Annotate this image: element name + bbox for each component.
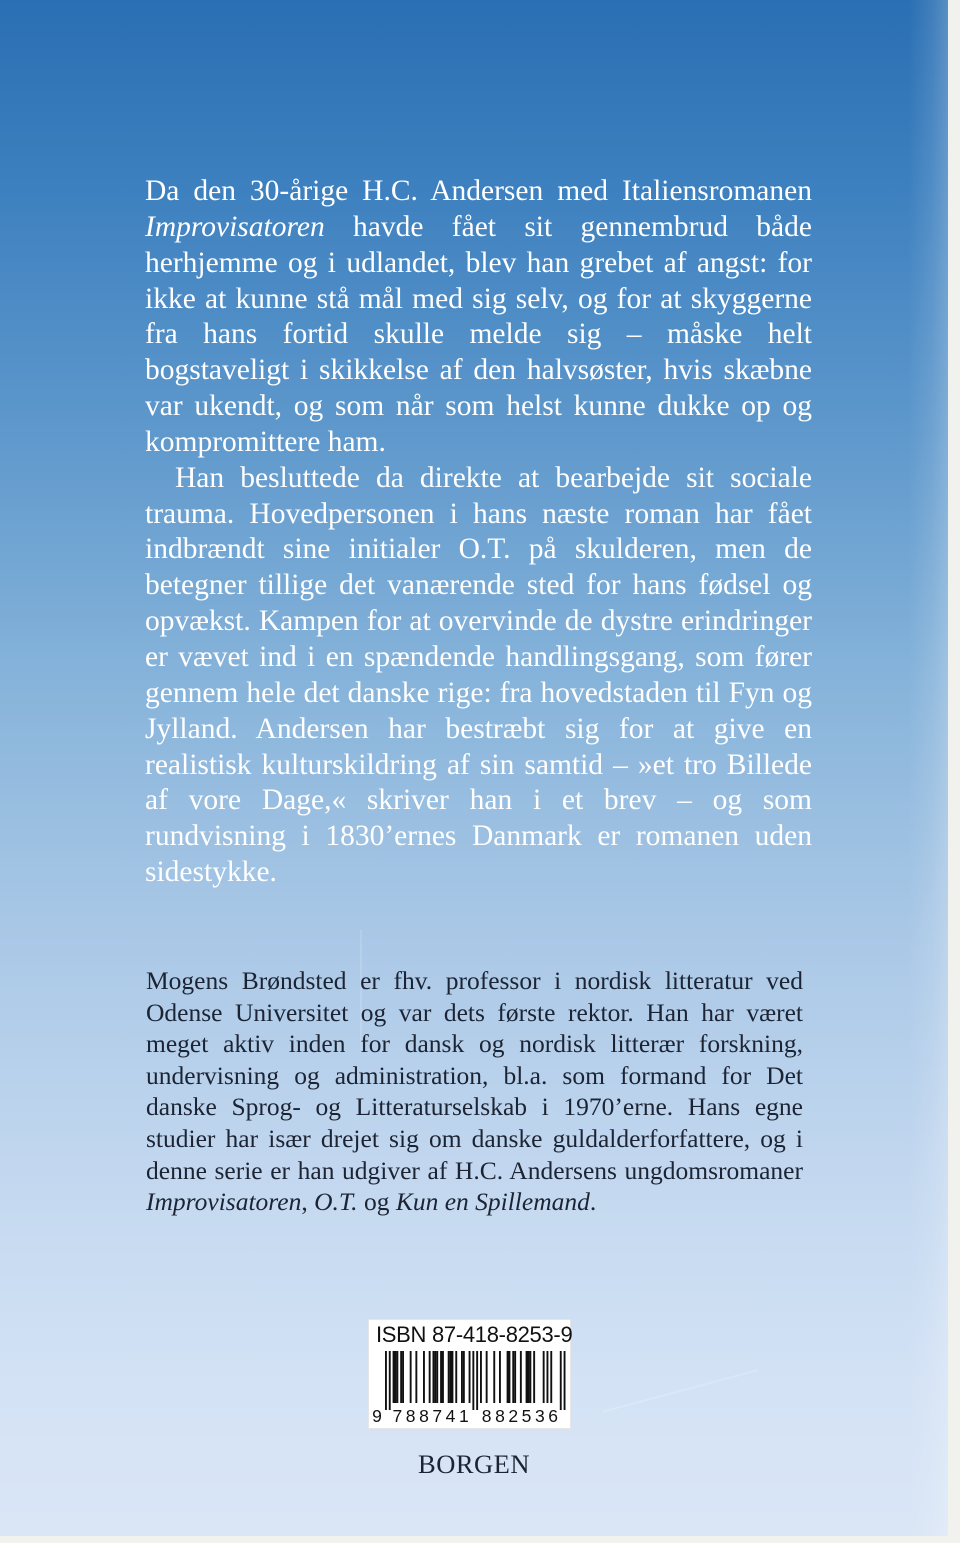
barcode-digit: 7: [432, 1406, 443, 1426]
barcode-bar: [529, 1351, 531, 1403]
barcode-bar: [509, 1351, 511, 1403]
barcode-bar: [385, 1351, 387, 1410]
barcode-digit: 7: [392, 1406, 403, 1426]
barcode-bar: [389, 1351, 391, 1410]
barcode-bar: [442, 1351, 444, 1403]
blurb-paragraph-2: Han besluttede da direkte at bearbejde sit sociale trauma. Hovedpersonen i hans næste roman har fået indbrændt sine initialer O.T. på skulderen, men de betegner tillige det vanærende sted for hans fødsel og opvækst. Kampen for at overvinde de dystre erindringer er vævet ind i en spændende handlingsgang, som fører gennem hele det danske rige: fra hovedstaden til Fyn og Jylland. Andersen har bestræbt sig for at give en realistisk kulturskildring af sin samtid – »et tro Billede af vore Dage,« skriver han i et brev – og som rundvisning i 1830’ernes Danmark er romanen uden sidestykke.: [145, 461, 812, 889]
barcode-bar: [436, 1351, 438, 1403]
barcode-bar: [560, 1351, 562, 1410]
bio-separator-2: og: [357, 1187, 396, 1217]
barcode-bar: [486, 1351, 488, 1403]
barcode-bar: [415, 1351, 417, 1403]
barcode-bar: [395, 1351, 397, 1403]
barcode-bar: [461, 1351, 463, 1403]
bio-ending: .: [589, 1187, 597, 1217]
barcode-bar: [393, 1351, 395, 1403]
barcode-bars: [385, 1351, 566, 1410]
barcode-bar: [507, 1351, 509, 1403]
barcode-bar: [423, 1351, 425, 1403]
barcode-digit: 9: [372, 1406, 382, 1426]
barcode-bar: [429, 1351, 431, 1403]
barcode-bar: [400, 1351, 402, 1403]
barcode-bar: [396, 1351, 398, 1403]
barcode-digit: 8: [405, 1406, 416, 1426]
blurb-p1-title: Improvisatoren: [145, 210, 325, 243]
barcode-bar: [463, 1351, 465, 1403]
barcode-bar: [450, 1351, 452, 1403]
barcode-digit: 6: [548, 1406, 559, 1426]
barcode-bar: [526, 1351, 528, 1403]
barcode-bar: [434, 1351, 436, 1403]
barcode-bar: [512, 1351, 514, 1403]
barcode-bar: [499, 1351, 501, 1403]
isbn-number: ISBN 87-418-8253-9: [376, 1322, 573, 1347]
barcode-bar: [469, 1351, 471, 1403]
barcode-bar: [410, 1351, 412, 1403]
barcode: [369, 1320, 573, 1428]
blurb-p1-after-title: havde fået sit gennembrud både herhjemme og i udlandet, blev han grebet af angst: for ikke at kunne stå mål med sig selv, og for at skyggerne fra hans fortid skulle melde sig – måske helt bogstaveligt i skikkelse af den halvsøster, hvis skæbne var ukendt, og som når som helst kunne dukke op og kompromittere ham.: [145, 210, 812, 458]
barcode-bar: [402, 1351, 404, 1403]
bio-title-2: O.T.: [314, 1187, 358, 1217]
bio-title-3: Kun en Spillemand: [395, 1187, 590, 1217]
barcode-bar: [493, 1351, 495, 1403]
barcode-bar: [440, 1351, 442, 1403]
barcode-bar: [433, 1351, 435, 1403]
blurb-paragraph-1: [145, 174, 812, 461]
isbn-barcode-label: [368, 1319, 571, 1429]
publisher-name: BORGEN: [418, 1449, 530, 1479]
bio-separator-1: ,: [301, 1187, 315, 1217]
barcode-bar: [543, 1351, 545, 1403]
barcode-digit: 8: [495, 1406, 505, 1426]
barcode-digit: 8: [481, 1406, 492, 1426]
barcode-digit: 2: [508, 1406, 519, 1426]
barcode-bar: [476, 1351, 478, 1410]
cover-edge-highlight: [908, 0, 948, 1536]
barcode-bar: [514, 1351, 516, 1403]
barcode-digits: [372, 1406, 558, 1426]
barcode-digit: 1: [458, 1406, 469, 1426]
barcode-bar: [528, 1351, 530, 1403]
barcode-bar: [564, 1351, 566, 1410]
barcode-digit: 8: [419, 1406, 429, 1426]
barcode-digit: 3: [534, 1406, 545, 1426]
bio-title-1: Improvisatoren: [146, 1187, 302, 1217]
author-bio: [146, 965, 803, 1218]
barcode-bar: [472, 1351, 474, 1410]
blurb-p1-before-title: Da den 30-årige H.C. Andersen med Italiensromanen: [145, 175, 812, 207]
barcode-bar: [480, 1351, 482, 1403]
barcode-digit: 5: [521, 1406, 532, 1426]
barcode-bar: [550, 1351, 552, 1403]
barcode-bar: [520, 1351, 522, 1403]
barcode-bar: [455, 1351, 457, 1403]
cover-scuff: [602, 1369, 757, 1412]
barcode-bar: [448, 1351, 450, 1403]
author-bio-text: Mogens Brøndsted er fhv. professor i nordisk litteratur ved Odense Universitet og var dets første rektor. Han har været meget aktiv inden for dansk og nordisk litterær forskning, undervisning og administration, bl.a. som formand for Det danske Sprog- og Litteraturselskab i 1970’erne. Hans egne studier har især drejet sig om danske guldalderforfattere, og i denne serie er han udgiver af H.C. Andersens ungdomsromaner: [146, 966, 803, 1185]
blurb-text: [145, 174, 812, 891]
barcode-bar: [452, 1351, 454, 1403]
barcode-digit: 4: [445, 1406, 456, 1426]
barcode-bar: [533, 1351, 535, 1403]
barcode-bar: [547, 1351, 549, 1403]
